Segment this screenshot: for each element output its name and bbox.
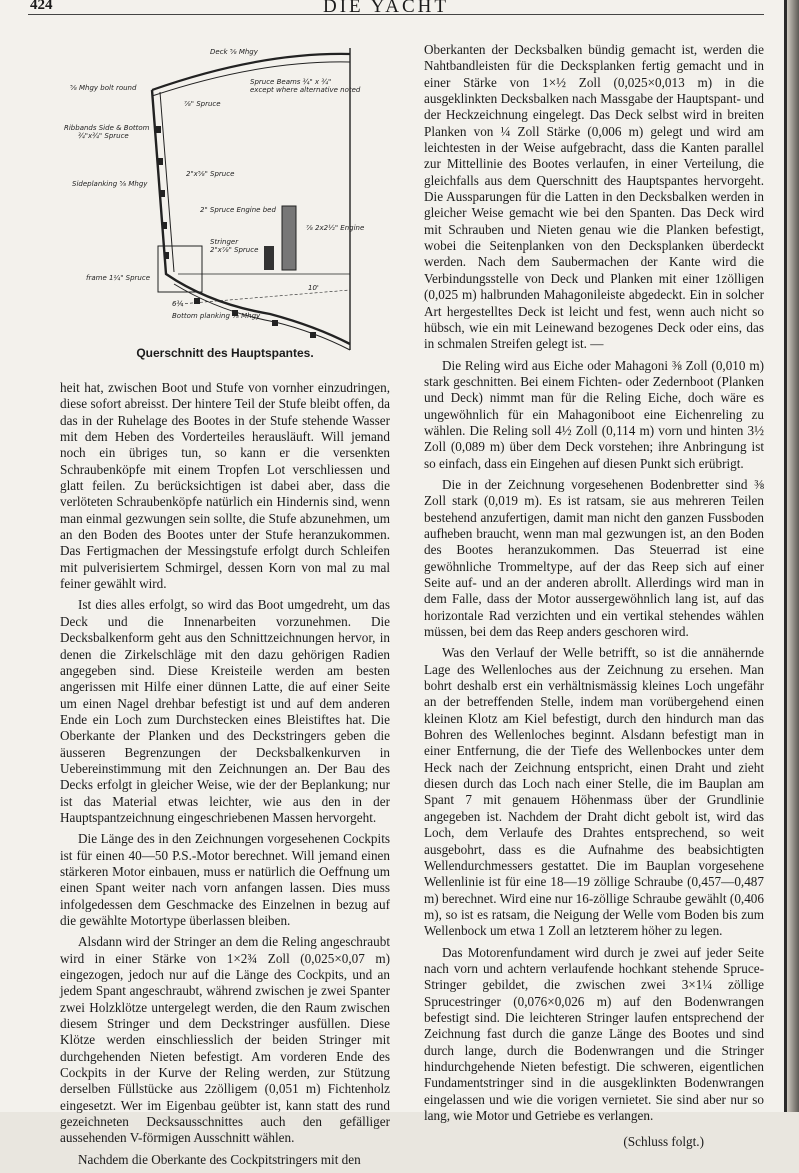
label-dim-10: 10' xyxy=(308,284,319,292)
label-stringer: Stringer xyxy=(210,238,239,246)
label-engine-bed: 2" Spruce Engine bed xyxy=(200,206,276,214)
cross-section-drawing xyxy=(60,34,390,364)
paragraph: Ist dies alles erfolgt, so wird das Boot umgedreht, um das Deck und die Innenarbeiten vorzunehmen. Die Decksbalkenform geht aus den Schnittzeichnungen hervor, in denen die Zirkelschläge mit den dazu gehörigen Radien angegeben sind. Diese Kreisteile werden am besten angerissen mit Hilfe einer dünnen Latte, die auf einer Seite um einen Nagel drehbar befestigt ist und auf dem anderen Ende ein Loch zum Durchstecken eines Bleistiftes hat. Die Oberkante der Planken und des Deckstringers geben die äusseren Begrenzungen der Decksbalkenkurven in Uebereinstimmung mit den Zeichnungen an. Der Bau des Decks erfolgt in gleicher Weise, wie der der Beplankung; nur ist das Material etwas leichter, wie aus den in der Hauptspantzeichnung eingeschriebenen Massen hervorgeht. xyxy=(60,597,390,825)
stringer-block xyxy=(264,246,274,270)
page-edge xyxy=(787,0,799,1112)
paragraph: Nachdem die Oberkante des Cockpitstringers mit den xyxy=(78,1151,361,1167)
engine-bed xyxy=(282,206,296,270)
label-spruce-beams: Spruce Beams ¾" x ¾" xyxy=(250,78,332,86)
paragraph: heit hat, zwischen Boot und Stufe von vornher einzudringen, diese sofort abreisst. Der hintere Teil der Stufe bleibt offen, da das in der Ruhelage des Bootes in der Stufe stehende Wasser mit dem Heben des Vorderteiles herausläuft. Will jemand noch ein übriges tun, so kann er die versenkten Schraubenköpfe mit einem Tropfen Lot verschliessen und glatt feilen. Zu berücksichtigen ist dabei aber, dass die verlöteten Schraubenköpfe natürlich ein Hindernis sind, wenn man einmal gezwungen sein sollte, die Stufe abzunehmen, um an den Boden des Bootes unter der Stufe heranzukommen. Das Fertigmachen der Messingstufe erfolgt durch Schleifen mit pulverisiertem Schmirgel, dessen Korn von mal zu mal feiner gewählt wird. xyxy=(60,380,390,592)
label-bottom-planking: Bottom planking ⅝ Mhgy xyxy=(172,312,261,320)
paragraph: Die Länge des in den Zeichnungen vorgesehenen Cockpits ist für einen 40—50 P.S.-Motor berechnet. Will jemand einen stärkeren Motor einbauen, muss er natürlich die Oeffnung um einen Spant weiter nach vorn anfangen lassen. Dies muss infolgedessen dem Geschmacke des Einzelnen in bezug auf die gewählte Motortype überlassen bleiben. xyxy=(60,831,390,928)
label-spruce-2: 2"x⅝" Spruce xyxy=(186,170,235,178)
label-engine-dim: ⅞ 2x2½" Engine xyxy=(306,224,365,232)
label-spruce-1: ⅞" Spruce xyxy=(184,100,221,108)
paragraph: Das Motorenfundament wird durch je zwei auf jeder Seite nach vorn und achtern verlaufende hochkant stehende Spruce-Stringer gebildet, die zwischen zwei 3×1¼ zöllige Sprucestringer (0,076×0,026 m) auf den Bodenwrangen befestigt sind. Die leichteren Stringer laufen entsprechend der Zeichnung fast durch die ganze Länge des Bootes und sind durch lange, durch die Bodenwrangen und die Stringer hindurchgehende Nieten befestigt. Die schweren, eigentlichen Fundamentstringer sind in die ausgeklinkten Bodenwrangen eingelassen und wie die vorigen vernietet. Sie sind aber nur so lang, wie Motor und Getriebe es verlangen. xyxy=(424,944,764,1123)
cross-section-figure xyxy=(60,34,390,364)
running-title: DIE YACHT xyxy=(322,0,450,17)
figure-caption: Querschnitt des Hauptspantes. xyxy=(136,346,314,360)
label-stringer-2: 2"x⅞" Spruce xyxy=(210,246,259,254)
right-column xyxy=(424,42,764,1151)
paragraph: Die Reling wird aus Eiche oder Mahagoni ⅜ Zoll (0,010 m) stark geschnitten. Bei einem Fichten- oder Zedernboot (Planken und Deck) nimmt man für die Reling Eiche, doch wäre es ungewöhnlich für ein Mahagoniboot eine Eichenreling zu wählen. Die Reling soll 4½ Zoll (0,114 m) vorn und hinten 3½ Zoll (0,089 m) über dem Deck vorstehen; ihre Anbringung ist so einfach, dass ein Eingehen auf diesen Punkt sich erübrigt. xyxy=(424,357,764,471)
label-ribbands: Ribbands Side & Bottom xyxy=(64,124,150,132)
paragraph: Die in der Zeichnung vorgesehenen Bodenbretter sind ⅜ Zoll stark (0,019 m). Es ist ratsam, sie aus mehreren Teilen bestehend anzufertigen, damit man nicht den ganzen Fussboden aufheben braucht, wenn man mal gezwungen ist, an den Boden des Bootes heranzukommen. Das Steuerrad ist eine gewöhnliche Trommeltype, auf der das Reep sich auf einer Seite auf- und an der anderen abrollt. Allerdings wird man in dem Falle, dass der Motor aussergewöhnlich lang ist, auf das horizontale Rad verzichten und ein vertikal stehendes wählen müssen, bei dem das Reep anders geschoren wird. xyxy=(424,476,764,640)
continuation-note: (Schluss folgt.) xyxy=(623,1134,704,1150)
left-column xyxy=(60,380,390,1173)
label-spruce-beams-2: except where alternative noted xyxy=(250,86,361,94)
label-sideplanking: Sideplanking ⅝ Mhgy xyxy=(72,180,148,188)
dimension-line xyxy=(180,290,350,304)
label-bolt: ⅝ Mhgy bolt round xyxy=(70,84,137,92)
label-deck: Deck ⅝ Mhgy xyxy=(210,48,258,56)
label-dim-6: 6¾ xyxy=(172,300,184,308)
inner-planking-line xyxy=(160,92,174,272)
label-frame: frame 1¼" Spruce xyxy=(86,274,151,282)
paragraph: Was den Verlauf der Welle betrifft, so ist die annähernde Lage des Wellenloches aus der Zeichnung zu ersehen. Man bohrt deshalb erst ein verhältnismässig kleines Loch ungefähr an der betreffenden Stelle, indem man vorübergehend einen kleinen Klotz am Kiel befestigt, durch den hindurch man das Bohren des Wellenloches beginnt. Alsdann befestigt man in einer Entfernung, die der Tiefe des Wellenbockes unter dem Heck nach der Zeichnung entspricht, einen Draht und zieht diesen durch das Loch nach einer Stelle, die im Bauplan am Spant 7 mit genauem Höhenmass über der Grundlinie angegeben ist. Nachdem der Draht dicht gebolt ist, wird das Loch, dem Verlaufe des Drahtes entsprechend, so weit ausgebohrt, dass es die Aufnahme des beabsichtigten Wellendurchmessers gestattet. Die im Bauplan vorgesehene Wellenlinie ist für eine 18—19 zöllige Schraube (0,457—0,487 m) berechnet. Wird eine nur 16-zöllige Schraube gewählt (0,406 m), so ist es ratsam, die Neigung der Welle vom Boden bis zum Wellenbock um etwa 1 Zoll an letzterem höher zu legen. xyxy=(424,645,764,939)
paragraph: Oberkanten der Decksbalken bündig gemacht ist, werden die Nahtbandleisten für die Decksplanken fertig gemacht und in einer Stärke von 1×½ Zoll (0,025×0,013 m) in die ausgeklinkten Decksbalken nach Massgabe der Hauptspant- und der Heckzeichnung eingelegt. Das Deck selbst wird in breiten Planken von ¼ Zoll Stärke (0,006 m) gelegt und wird am leichtesten in der Weise aufgebracht, dass die Kanten parallel zur Mittellinie des Bootes verlaufen, in einer Verteilung, die gleichfalls aus dem Querschnitt des Hauptspantes hervorgeht. Die Aussparungen für die Latten in den Decksbalken werden in gleicher Weise gemacht wie bei den Spanten. Das Deck wird mit Schrauben und Nieten genau wie die Planken befestigt, wobei die Seitenplanken von den Decksplanken überdeckt werden. Nach dem Saubermachen der Kante wird die Verbindungsstelle von Deck und Planken mit einer 1zölligen (0,025 m) halbrunden Mahagonileiste abgedeckt. Ein in solcher Art hergestelltes Deck ist leicht und fest, wenn auch nicht so hübsch, wie ein mit Leinewand bezogenes Deck oder eins, das in schmalen Streifen gelegt ist. — xyxy=(424,42,764,352)
label-ribbands-2: ¾"x¾" Spruce xyxy=(78,132,129,140)
page-number: 424 xyxy=(30,0,53,13)
paragraph: Alsdann wird der Stringer an dem die Reling angeschraubt wird in einer Stärke von 1×2¾ Zoll (0,025×0,07 m) eingezogen, jedoch nur auf die Länge des Cockpits, und an jedem Spant angeschraubt, während zwischen je zwei Spanter zwei Holzklötze untergelegt werden, die den Raum zwischen diesem Stringer und dem Deckstringer ausfüllen. Diese Klötze werden einschliesslich der beiden Stringer mit durchgehenden Nieten befestigt. Am vorderen Ende des Cockpits in der Kurve der Reling werden, zur Stützung derselben Füllstücke aus 2zölligem (0,051 m) Fichtenholz eingesetzt. Wer im Eigenbau geübter ist, kann statt des rund gezeichneten Decksausschnittes auch den gefälliger aussehenden V-förmigen Ausschnitt wählen. xyxy=(60,934,390,1146)
